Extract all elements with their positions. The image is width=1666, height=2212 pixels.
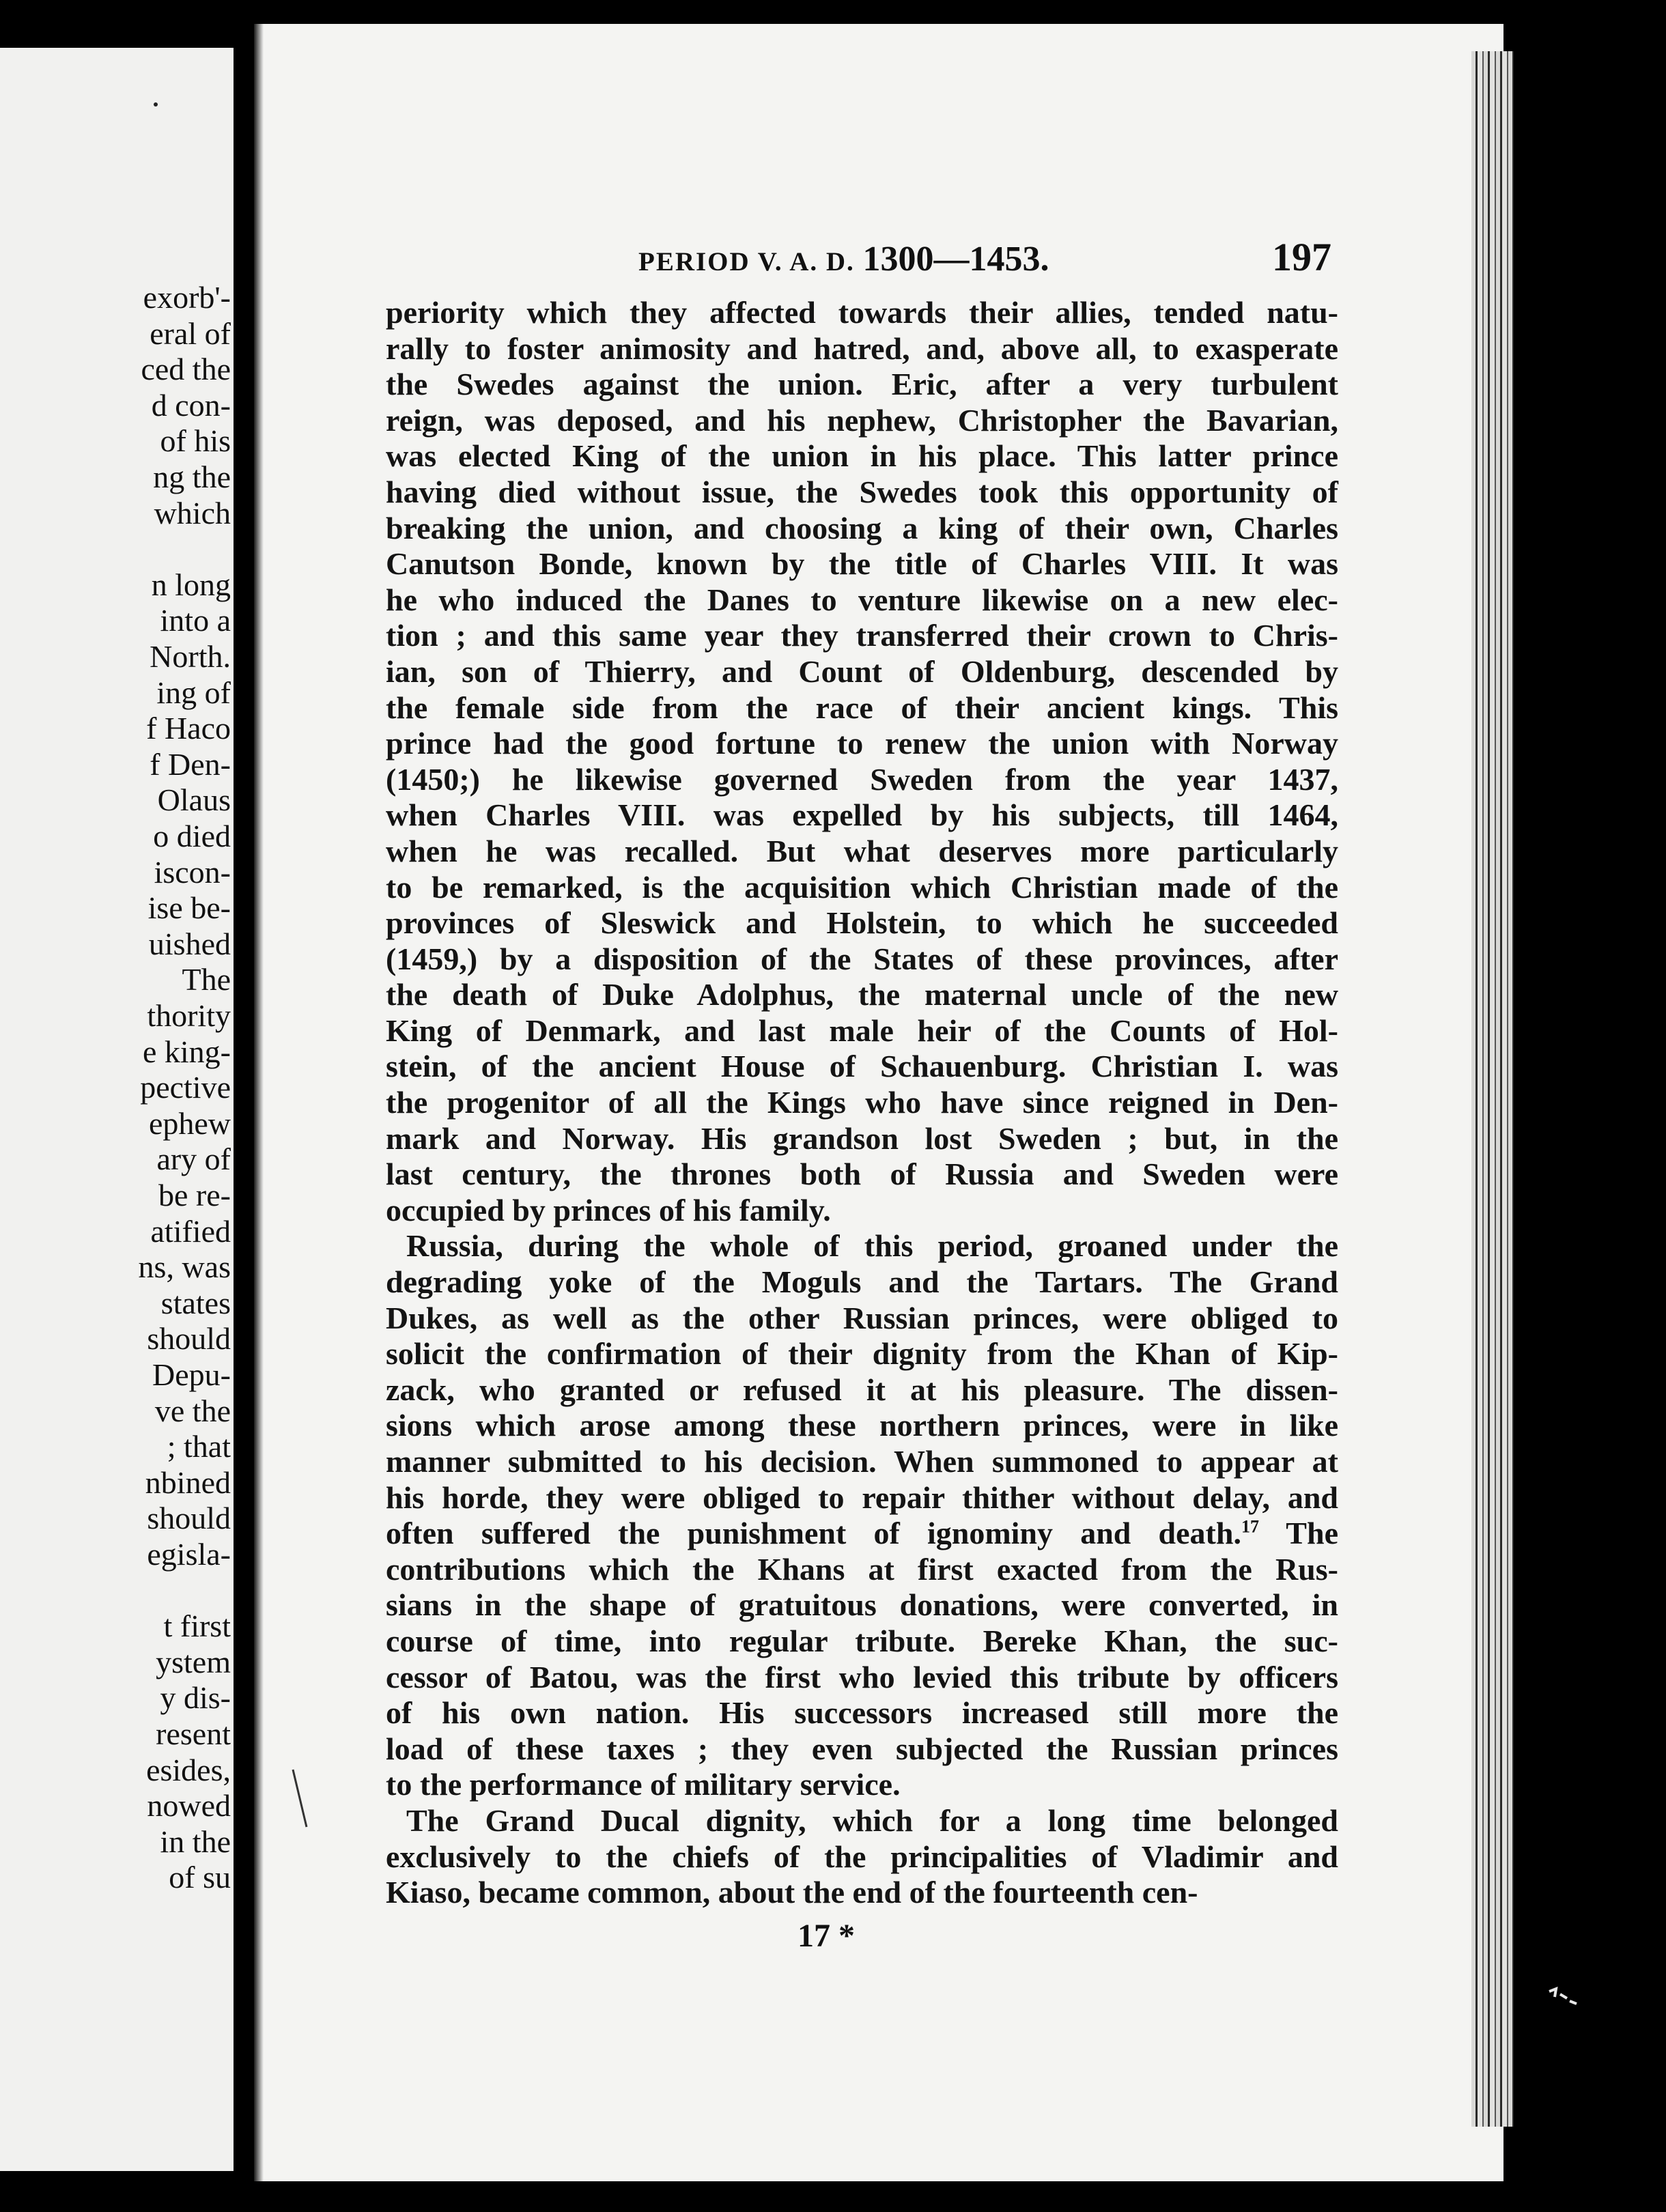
left-page-line: Depu-	[152, 1357, 231, 1392]
text-line: zack, who granted or refused it at his pleasure. The dissen-	[386, 1372, 1338, 1407]
text-line: provinces of Sleswick and Holstein, to which he succeeded	[386, 905, 1338, 941]
text-line: the death of Duke Adolphus, the maternal uncle of the new	[386, 977, 1338, 1012]
text-line: occupied by princes of his family.	[386, 1192, 831, 1228]
left-page-line: eral of	[150, 315, 231, 351]
page-stack-edge	[1471, 51, 1514, 2127]
left-page-line: ve the	[154, 1393, 231, 1428]
text-line: having died without issue, the Swedes took this opportunity of	[386, 474, 1338, 509]
text-line: Dukes, as well as the other Russian princes, were obliged to	[386, 1300, 1338, 1335]
left-page-line: exorb'-	[143, 280, 231, 315]
left-page-line: esides,	[146, 1752, 231, 1787]
left-page-line: states	[160, 1285, 231, 1320]
text-line: Canutson Bonde, known by the title of Charles VIII. It was	[386, 546, 1338, 582]
gutter	[234, 0, 254, 2212]
left-page-line: o died	[153, 819, 231, 853]
text-line: he who induced the Danes to venture likewise on a new elec-	[386, 582, 1338, 617]
text-line: to the performance of military service.	[386, 1767, 901, 1802]
text-line: rally to foster animosity and hatred, and, above all, to exasperate	[386, 330, 1338, 366]
text-line: sians in the shape of gratuitous donations, were converted, in	[386, 1587, 1338, 1623]
left-page-line: nowed	[147, 1788, 231, 1824]
speck-mark	[154, 102, 158, 107]
left-page-line: t first	[163, 1608, 231, 1644]
text-line: degrading yoke of the Moguls and the Tartars. The Grand	[386, 1264, 1338, 1300]
left-page-line: ystem	[156, 1644, 231, 1679]
left-page-line: ing of	[156, 675, 231, 710]
text-line: manner submitted to his decision. When summoned to appear at	[386, 1444, 1338, 1479]
text-line: the female side from the race of their ancient kings. This	[386, 690, 1338, 725]
text-line: tion ; and this same year they transferred their crown to Chris-	[386, 618, 1338, 653]
left-page-line: Olaus	[157, 782, 231, 818]
text-line: of his own nation. His successors increased still more the	[386, 1695, 1338, 1731]
left-page-line: f Haco	[146, 711, 231, 746]
text-line: stein, of the ancient House of Schauenburg. Christian I. was	[386, 1049, 1338, 1084]
body-text	[386, 295, 1338, 1911]
left-page-line: ns, was	[138, 1249, 231, 1285]
left-page-line: ephew	[148, 1105, 231, 1141]
text-line: prince had the good fortune to renew the union with Norway	[386, 726, 1338, 761]
text-line: reign, was deposed, and his nephew, Christopher the Bavarian,	[386, 402, 1338, 438]
text-line: periority which they affected towards their allies, tended natu-	[386, 295, 1338, 330]
left-page-line: resent	[156, 1716, 231, 1751]
text-line: cessor of Batou, was the first who levied this tribute by officers	[386, 1659, 1338, 1695]
left-page-line: iscon-	[154, 854, 231, 890]
left-page-line: y dis-	[160, 1680, 231, 1716]
left-page-line: North.	[150, 639, 231, 674]
left-page-line: f Den-	[150, 746, 231, 782]
left-page-line: of his	[160, 423, 231, 459]
left-page-line: should	[147, 1501, 231, 1536]
left-page-line: ; that	[167, 1429, 231, 1464]
left-page-line: ng the	[153, 459, 231, 494]
text-line: the progenitor of all the Kings who have since reigned in Den-	[386, 1085, 1338, 1120]
left-page-line: ced the	[141, 352, 231, 387]
left-page-line: e king-	[142, 1034, 231, 1069]
running-head-years: 1300—1453.	[862, 240, 1049, 279]
text-line: when he was recalled. But what deserves more particularly	[386, 833, 1338, 868]
page-number: 197	[1272, 235, 1331, 279]
text-line: often suffered the punishment of ignominy and death.$^{17}$ The	[386, 1516, 1338, 1551]
text-line: course of time, into regular tribute. Bereke Khan, the suc-	[386, 1623, 1338, 1658]
text-line: Kiaso, became common, about the end of the fourteenth cen-	[386, 1875, 1198, 1910]
text-line: mark and Norway. His grandson lost Sweden ; but, in the	[386, 1120, 1338, 1156]
text-line: load of these taxes ; they even subjected the Russian princes	[386, 1731, 1338, 1766]
left-page-line: into a	[160, 603, 231, 638]
signature-mark: 17 *	[797, 1918, 855, 1954]
left-page-line: pective	[140, 1070, 231, 1105]
text-line: last century, the thrones both of Russia and Sweden were	[386, 1157, 1338, 1192]
left-page-line: d con-	[151, 387, 231, 423]
left-page-line: in the	[160, 1824, 231, 1859]
text-line: the Swedes against the union. Eric, after a very turbulent	[386, 367, 1338, 402]
left-facing-page	[0, 48, 234, 2171]
stray-mark	[290, 1768, 311, 1830]
left-page-line: which	[154, 495, 231, 530]
text-line: (1450;) he likewise governed Sweden from the year 1437,	[386, 761, 1338, 797]
text-line: solicit the confirmation of their dignity from the Khan of Kip-	[386, 1336, 1338, 1372]
left-page-line: egisla-	[147, 1537, 231, 1572]
text-line: Russia, during the whole of this period, groaned under the	[406, 1228, 1338, 1264]
left-page-line: uished	[148, 926, 231, 961]
text-line: to be remarked, is the acquisition which Christian made of the	[386, 869, 1338, 905]
footnote-ref: 17	[1241, 1516, 1259, 1537]
left-page-line: should	[147, 1321, 231, 1357]
text-line: King of Denmark, and last male heir of the Counts of Hol-	[386, 1012, 1338, 1048]
page-edge-shadow	[254, 24, 264, 2181]
text-line: The Grand Ducal dignity, which for a long time belonged	[406, 1802, 1338, 1838]
text-line: contributions which the Khans at first exacted from the Rus-	[386, 1551, 1338, 1587]
text-line: exclusively to the chiefs of the principalities of Vladimir and	[386, 1839, 1338, 1874]
text-line: breaking the union, and choosing a king of their own, Charles	[386, 510, 1338, 545]
left-page-line: thority	[147, 998, 231, 1033]
text-line: when Charles VIII. was expelled by his subjects, till 1464,	[386, 797, 1338, 833]
left-page-line: be re-	[158, 1178, 231, 1213]
left-page-line: n long	[151, 567, 231, 602]
left-page-line: nbined	[145, 1464, 231, 1500]
text-line: was elected King of the union in his place. This latter prince	[386, 438, 1338, 474]
left-page-line: ise be-	[147, 890, 231, 926]
left-page-line: atified	[150, 1213, 231, 1249]
running-head	[386, 235, 1338, 280]
text-line: sions which arose among these northern princes, were in like	[386, 1408, 1338, 1443]
text-line: his horde, they were obliged to repair thither without delay, and	[386, 1479, 1338, 1515]
left-page-line: ary of	[156, 1142, 231, 1177]
left-page-line: The	[182, 962, 231, 997]
left-page-line: of su	[169, 1860, 231, 1895]
scan-artifact-mark	[1547, 1983, 1581, 2011]
text-line: ian, son of Thierry, and Count of Oldenburg, descended by	[386, 653, 1338, 689]
running-head-title: PERIOD V. A. D. 1300—1453.	[638, 240, 1049, 279]
text-line: (1459,) by a disposition of the States of these provinces, after	[386, 941, 1338, 976]
